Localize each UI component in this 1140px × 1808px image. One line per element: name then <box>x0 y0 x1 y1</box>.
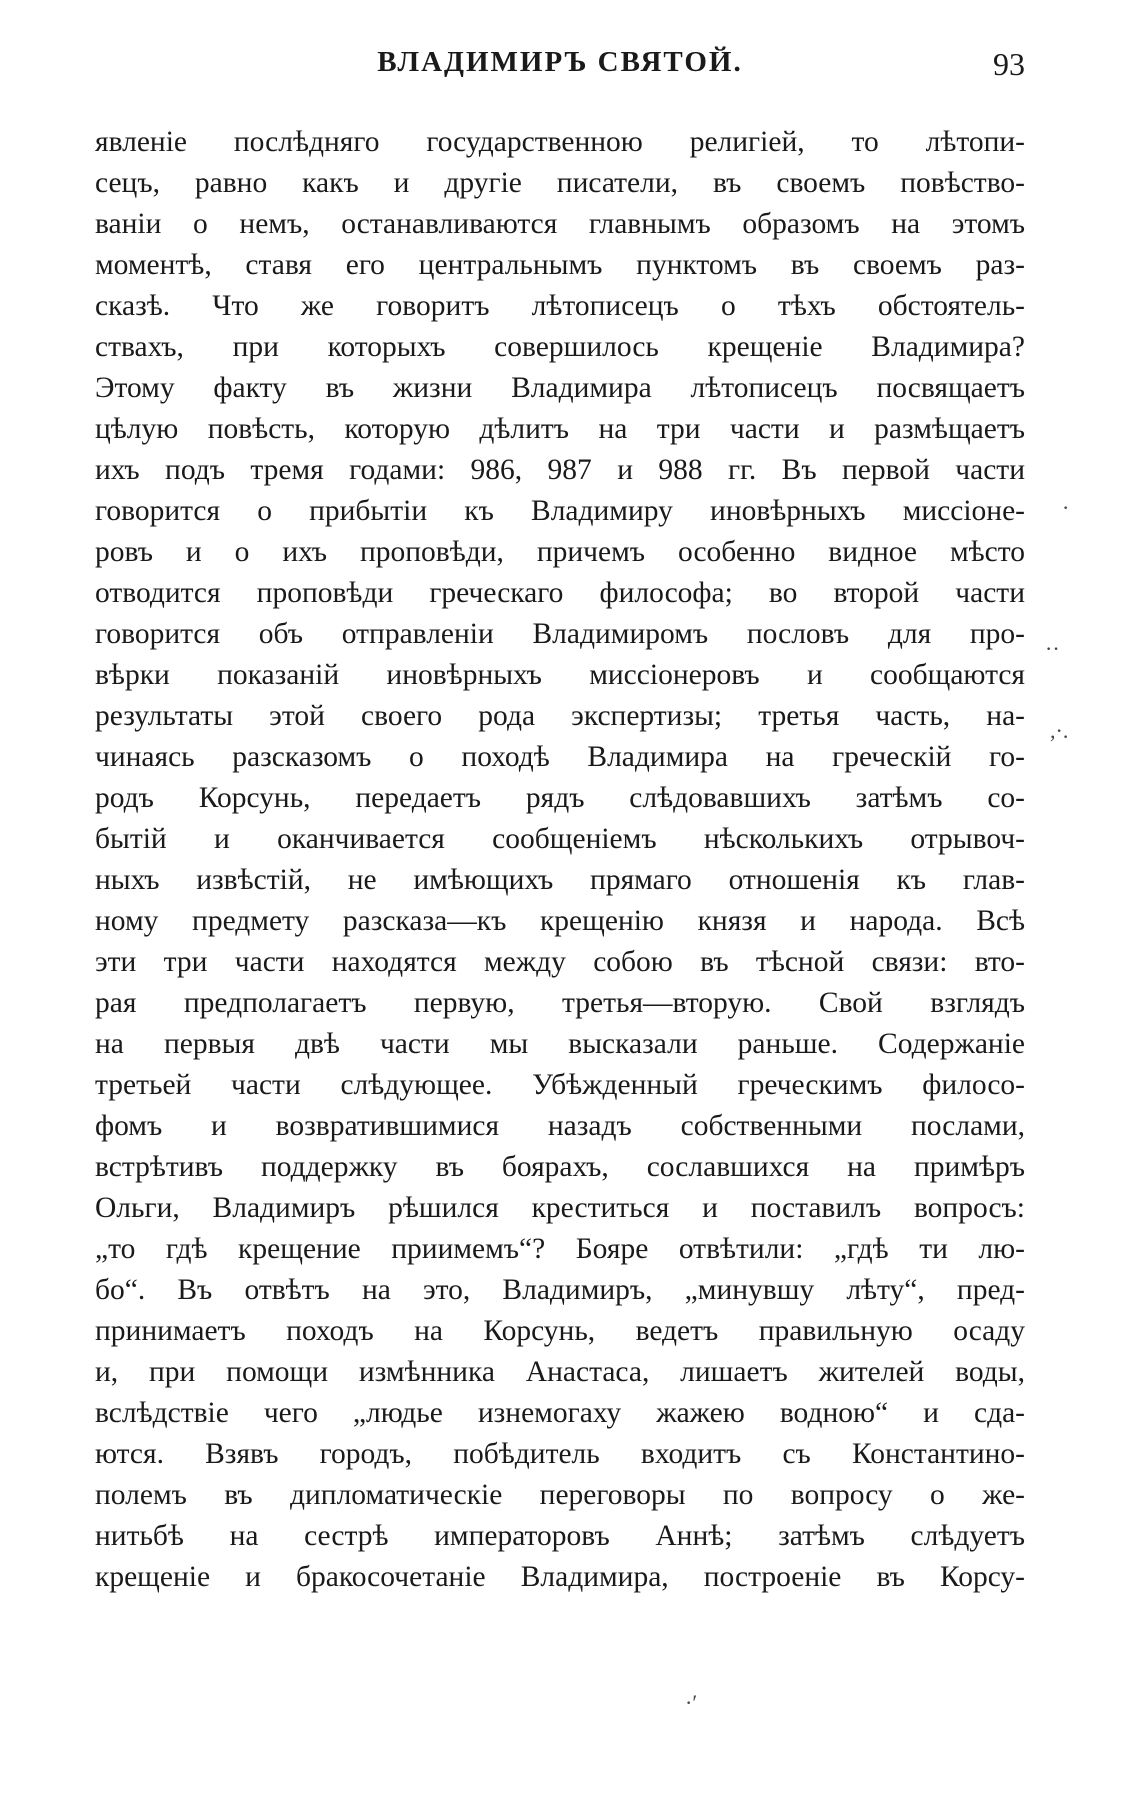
text-line: вѣрки показаній иновѣрныхъ миссіонеровъ и сообщаются <box>95 659 1025 691</box>
text-line: ровъ и о ихъ проповѣди, причемъ особенно видное мѣсто <box>95 536 1025 568</box>
text-line: ныхъ извѣстій, не имѣющихъ прямаго отношенія къ глав- <box>95 864 1025 896</box>
text-line: „то гдѣ крещение приимемъ“? Бояре отвѣтили: „гдѣ ти лю- <box>95 1233 1025 1265</box>
text-line: чинаясь разсказомъ о походѣ Владимира на греческій го- <box>95 741 1025 773</box>
text-line: говорится объ отправленіи Владимиромъ пословъ для про- <box>95 618 1025 650</box>
text-line: третьей части слѣдующее. Убѣжденный греческимъ филосо- <box>95 1069 1025 1101</box>
text-line: полемъ въ дипломатическіе переговоры по вопросу о же- <box>95 1479 1025 1511</box>
page-number: 93 <box>993 46 1025 82</box>
text-line: нитьбѣ на сестрѣ императоровъ Аннѣ; затѣмъ слѣдуетъ <box>95 1520 1025 1552</box>
text-line: и, при помощи измѣнника Анастаса, лишаетъ жителей воды, <box>95 1356 1025 1388</box>
running-head <box>95 46 1025 90</box>
text-line: отводится проповѣди греческаго философа; во второй части <box>95 577 1025 609</box>
text-line: сецъ, равно какъ и другіе писатели, въ своемъ повѣство- <box>95 167 1025 199</box>
text-line: цѣлую повѣсть, которую дѣлитъ на три части и размѣщаетъ <box>95 413 1025 445</box>
text-line: сказѣ. Что же говоритъ лѣтописецъ о тѣхъ обстоятель- <box>95 290 1025 322</box>
margin-speck: ·′ <box>685 1690 698 1715</box>
text-line: бытій и оканчивается сообщеніемъ нѣсколькихъ отрывоч- <box>95 823 1025 855</box>
text-line: вслѣдствіе чего „людье изнемогаху жажею водною“ и сда- <box>95 1397 1025 1429</box>
text-line: ются. Взявъ городъ, побѣдитель входитъ съ Константино- <box>95 1438 1025 1470</box>
text-line: Этому факту въ жизни Владимира лѣтописецъ посвящаетъ <box>95 372 1025 404</box>
text-line: моментѣ, ставя его центральнымъ пунктомъ въ своемъ раз- <box>95 249 1025 281</box>
text-line: явленіе послѣдняго государственною религіей, то лѣтопи- <box>95 126 1025 158</box>
running-title: ВЛАДИМИРЪ СВЯТОЙ. <box>377 46 743 78</box>
text-line: ихъ подъ тремя годами: 986, 987 и 988 гг. Въ первой части <box>95 454 1025 486</box>
text-line: бо“. Въ отвѣтъ на это, Владимиръ, „минувшу лѣту“, пред- <box>95 1274 1025 1306</box>
text-line: на первыя двѣ части мы высказали раньше. Содержаніе <box>95 1028 1025 1060</box>
margin-speck: ,·. <box>1050 718 1069 743</box>
text-line: Ольги, Владимиръ рѣшился креститься и поставилъ вопросъ: <box>95 1192 1025 1224</box>
text-line: ствахъ, при которыхъ совершилось крещеніе Владимира? <box>95 331 1025 363</box>
text-line: эти три части находятся между собою въ тѣсной связи: вто- <box>95 946 1025 978</box>
text-line: крещеніе и бракосочетаніе Владимира, построеніе въ Корсу- <box>95 1561 1025 1593</box>
text-line: результаты этой своего рода экспертизы; третья часть, на- <box>95 700 1025 732</box>
text-line: родъ Корсунь, передаетъ рядъ слѣдовавшихъ затѣмъ со- <box>95 782 1025 814</box>
body-text <box>95 122 1025 1598</box>
text-line: встрѣтивъ поддержку въ боярахъ, сославшихся на примѣръ <box>95 1151 1025 1183</box>
margin-speck: ·· <box>1045 636 1060 661</box>
margin-speck: · <box>1062 495 1070 520</box>
text-line: ному предмету разсказа—къ крещенію князя и народа. Всѣ <box>95 905 1025 937</box>
text-line: говорится о прибытіи къ Владимиру иновѣрныхъ миссіоне- <box>95 495 1025 527</box>
text-line: фомъ и возвратившимися назадъ собственными послами, <box>95 1110 1025 1142</box>
text-line: рая предполагаетъ первую, третья—вторую. Свой взглядъ <box>95 987 1025 1019</box>
text-line: принимаетъ походъ на Корсунь, ведетъ правильную осаду <box>95 1315 1025 1347</box>
text-line: ваніи о немъ, останавливаются главнымъ образомъ на этомъ <box>95 208 1025 240</box>
